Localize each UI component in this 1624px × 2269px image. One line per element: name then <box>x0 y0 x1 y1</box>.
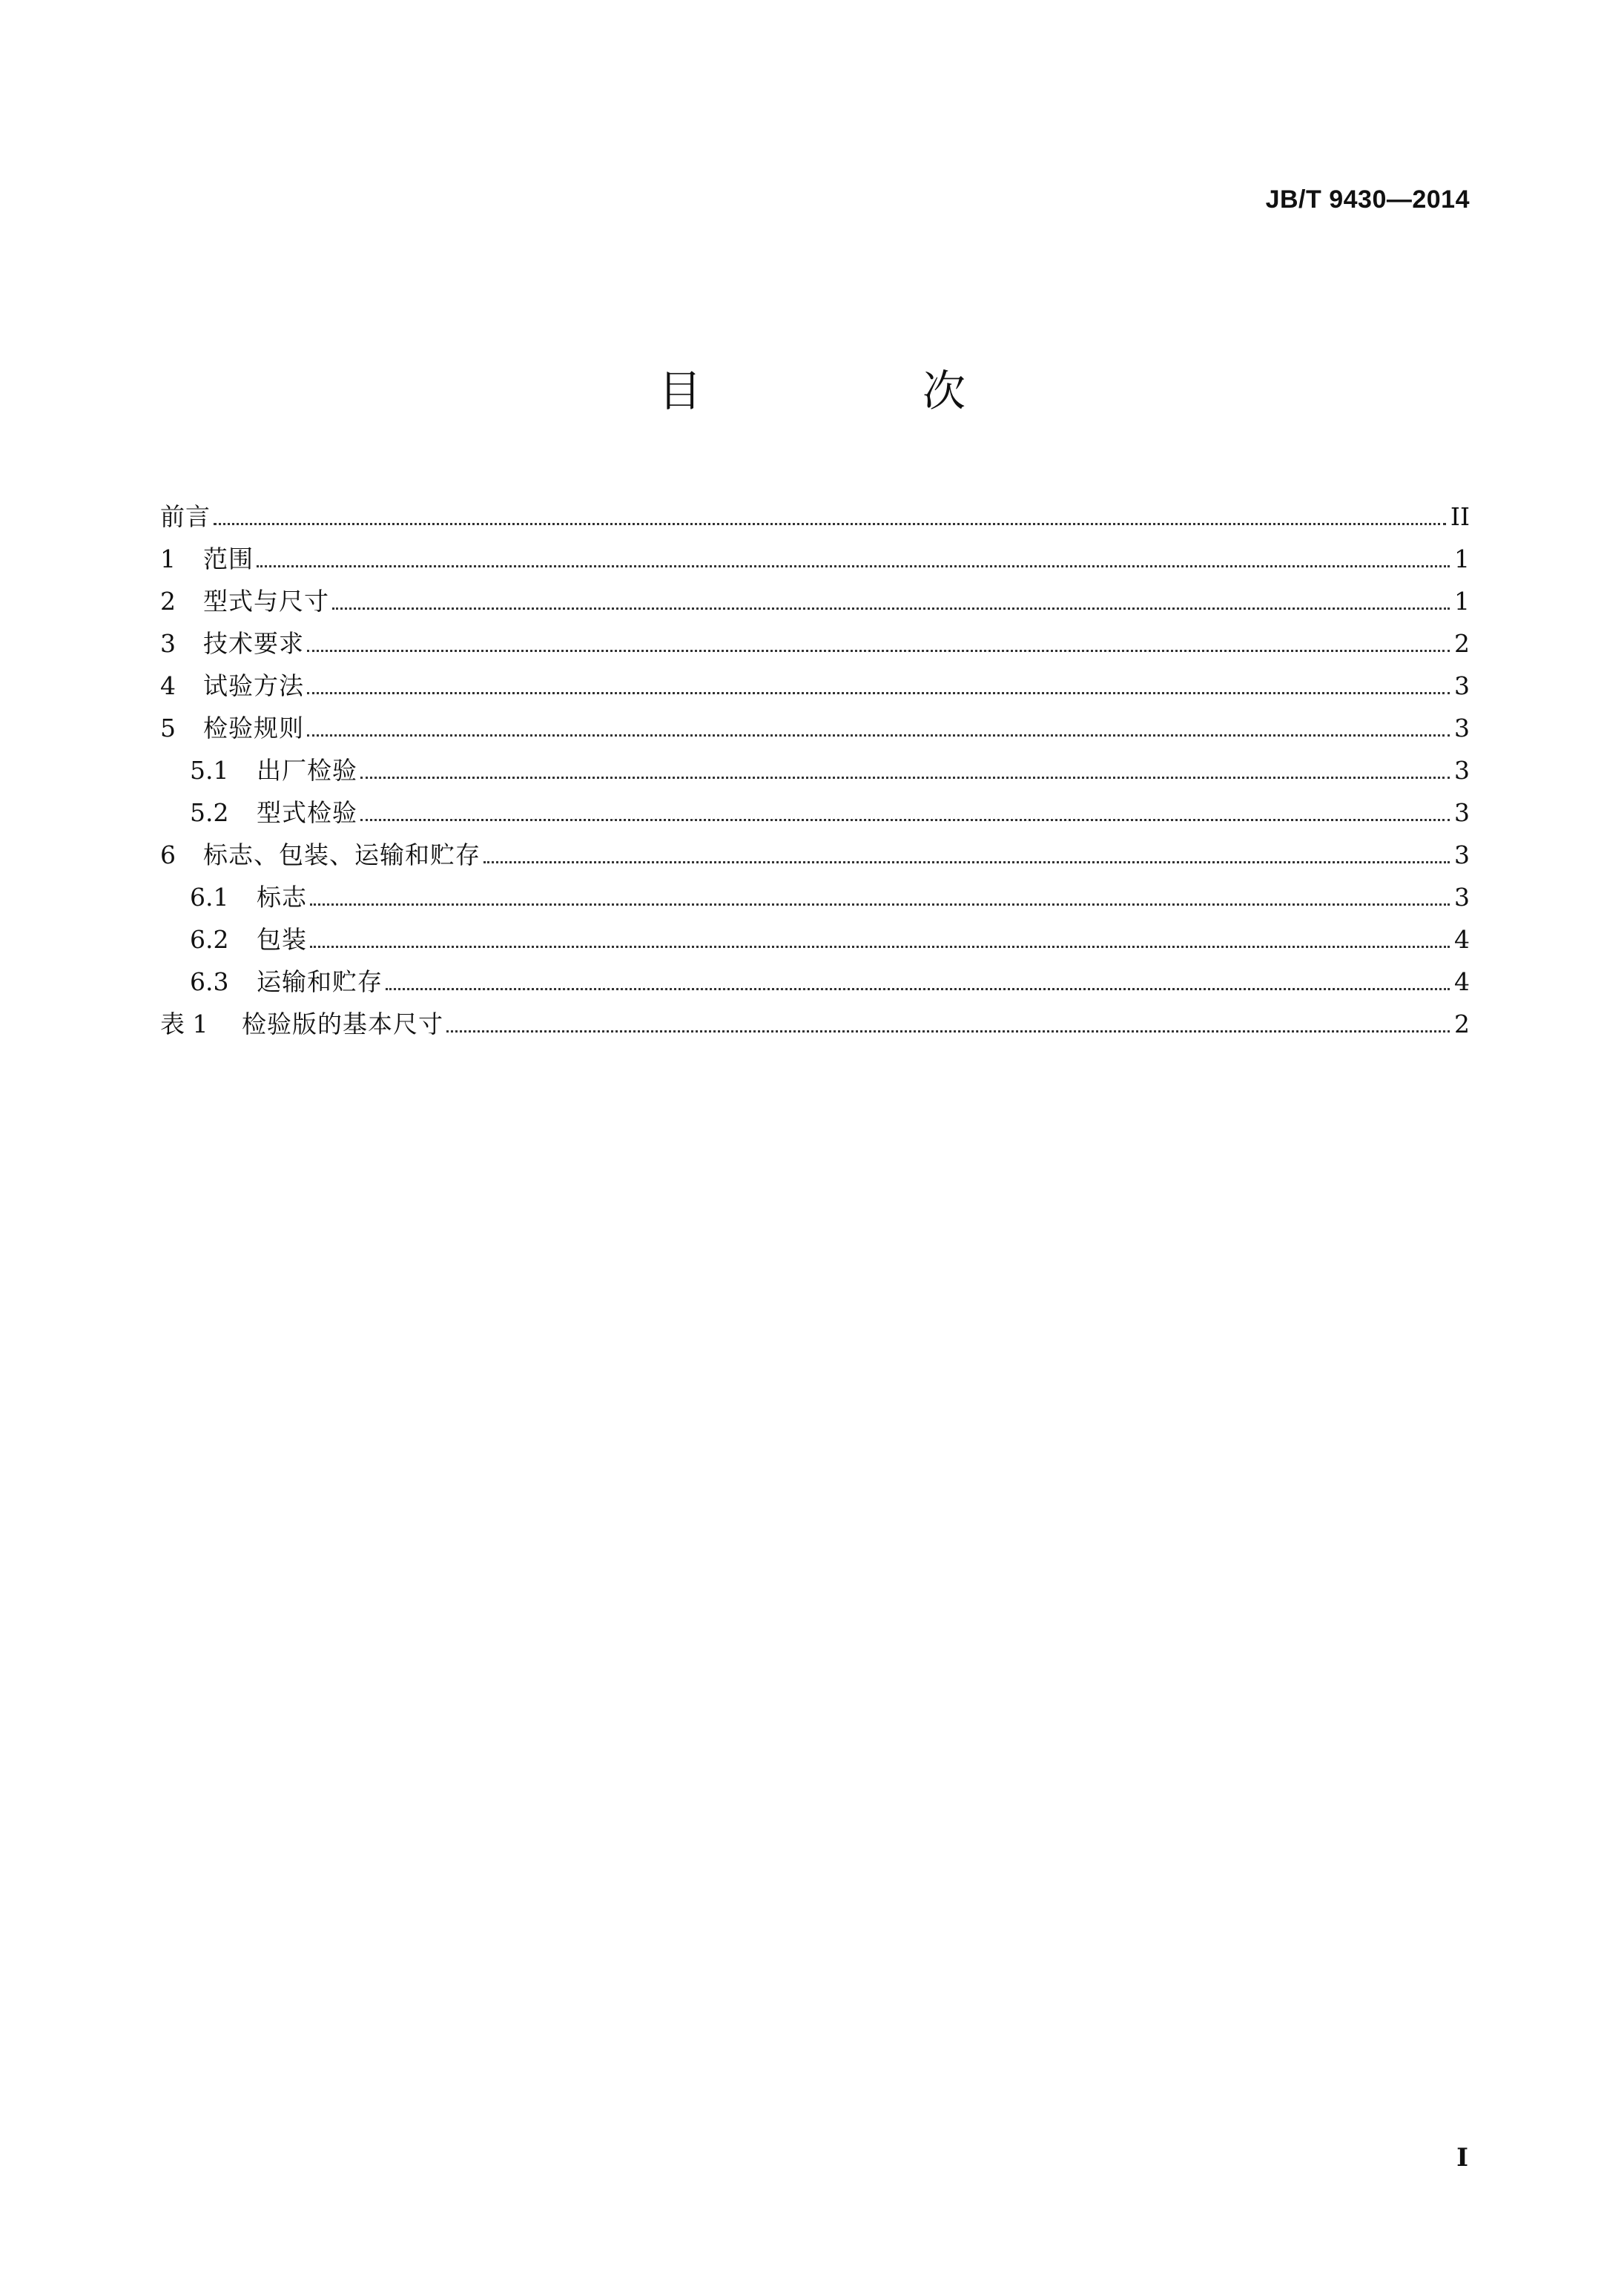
dot-leader <box>446 1030 1450 1033</box>
dot-leader <box>310 903 1450 906</box>
toc-entry-title: 型式与尺寸 <box>203 587 329 616</box>
toc-entry-title: 标志 <box>257 883 307 912</box>
toc-entry-title: 标志、包装、运输和贮存 <box>203 840 481 869</box>
toc-entry-page: 1 <box>1454 544 1470 573</box>
toc-entry-number: 1 <box>160 544 176 573</box>
toc-entry-title: 出厂检验 <box>257 756 357 785</box>
toc-entry-page: 3 <box>1454 798 1470 827</box>
page-number: I <box>1456 2143 1468 2173</box>
toc-entry-marking[interactable] <box>160 876 1470 918</box>
dot-leader <box>214 523 1446 525</box>
toc-entry-page: II <box>1450 502 1470 531</box>
dot-leader <box>310 946 1450 948</box>
toc-entry-foreword[interactable] <box>160 495 1470 538</box>
toc-entry-title: 型式检验 <box>257 798 357 827</box>
table-of-contents <box>160 495 1470 1045</box>
toc-entry-number: 6 <box>160 840 176 869</box>
dot-leader <box>307 692 1450 694</box>
toc-entry-inspection-rules[interactable] <box>160 707 1470 749</box>
toc-entry-factory-inspection[interactable] <box>160 749 1470 791</box>
toc-entry-page: 1 <box>1454 587 1470 616</box>
toc-entry-test-methods[interactable] <box>160 665 1470 707</box>
toc-entry-page: 3 <box>1454 883 1470 912</box>
toc-entry-page: 3 <box>1454 671 1470 700</box>
toc-entry-types-dimensions[interactable] <box>160 580 1470 622</box>
toc-entry-number: 6.1 <box>190 883 229 912</box>
toc-entry-number: 4 <box>160 671 176 700</box>
toc-entry-number: 2 <box>160 587 176 616</box>
toc-entry-page: 4 <box>1454 967 1470 996</box>
page-title: 目 次 <box>658 366 1054 416</box>
dot-leader <box>386 988 1450 990</box>
dot-leader <box>360 777 1450 779</box>
toc-entry-title: 技术要求 <box>203 629 304 658</box>
dot-leader <box>360 819 1450 821</box>
toc-entry-title: 检验版的基本尺寸 <box>242 1010 443 1038</box>
toc-entry-number: 6.3 <box>190 967 229 996</box>
dot-leader <box>483 861 1450 863</box>
toc-entry-page: 2 <box>1454 1010 1470 1038</box>
toc-entry-title: 运输和贮存 <box>257 967 383 996</box>
toc-entry-type-inspection[interactable] <box>160 791 1470 834</box>
standard-code: JB/T 9430—2014 <box>1265 185 1470 214</box>
dot-leader <box>257 565 1450 567</box>
toc-entry-scope[interactable] <box>160 538 1470 580</box>
toc-entry-number: 3 <box>160 629 176 658</box>
toc-entry-marking-packaging[interactable] <box>160 834 1470 876</box>
toc-entry-table-1[interactable] <box>160 1003 1470 1045</box>
toc-entry-page: 3 <box>1454 756 1470 785</box>
dot-leader <box>307 734 1450 737</box>
toc-entry-technical-requirements[interactable] <box>160 622 1470 665</box>
toc-entry-title: 包装 <box>257 925 307 954</box>
toc-entry-packaging[interactable] <box>160 918 1470 961</box>
toc-entry-title: 范围 <box>203 544 254 573</box>
dot-leader <box>332 607 1450 610</box>
toc-entry-number: 5.2 <box>190 798 229 827</box>
toc-entry-number: 5 <box>160 714 176 742</box>
toc-entry-number: 表 1 <box>160 1010 208 1038</box>
toc-entry-number: 6.2 <box>190 925 229 954</box>
toc-entry-title: 试验方法 <box>203 671 304 700</box>
toc-entry-number: 5.1 <box>190 756 229 785</box>
dot-leader <box>307 650 1450 652</box>
toc-entry-page: 4 <box>1454 925 1470 954</box>
toc-entry-page: 3 <box>1454 840 1470 869</box>
toc-entry-transport-storage[interactable] <box>160 961 1470 1003</box>
toc-entry-title: 检验规则 <box>203 714 304 742</box>
toc-entry-title: 前言 <box>160 502 211 531</box>
toc-entry-page: 2 <box>1454 629 1470 658</box>
toc-entry-page: 3 <box>1454 714 1470 742</box>
